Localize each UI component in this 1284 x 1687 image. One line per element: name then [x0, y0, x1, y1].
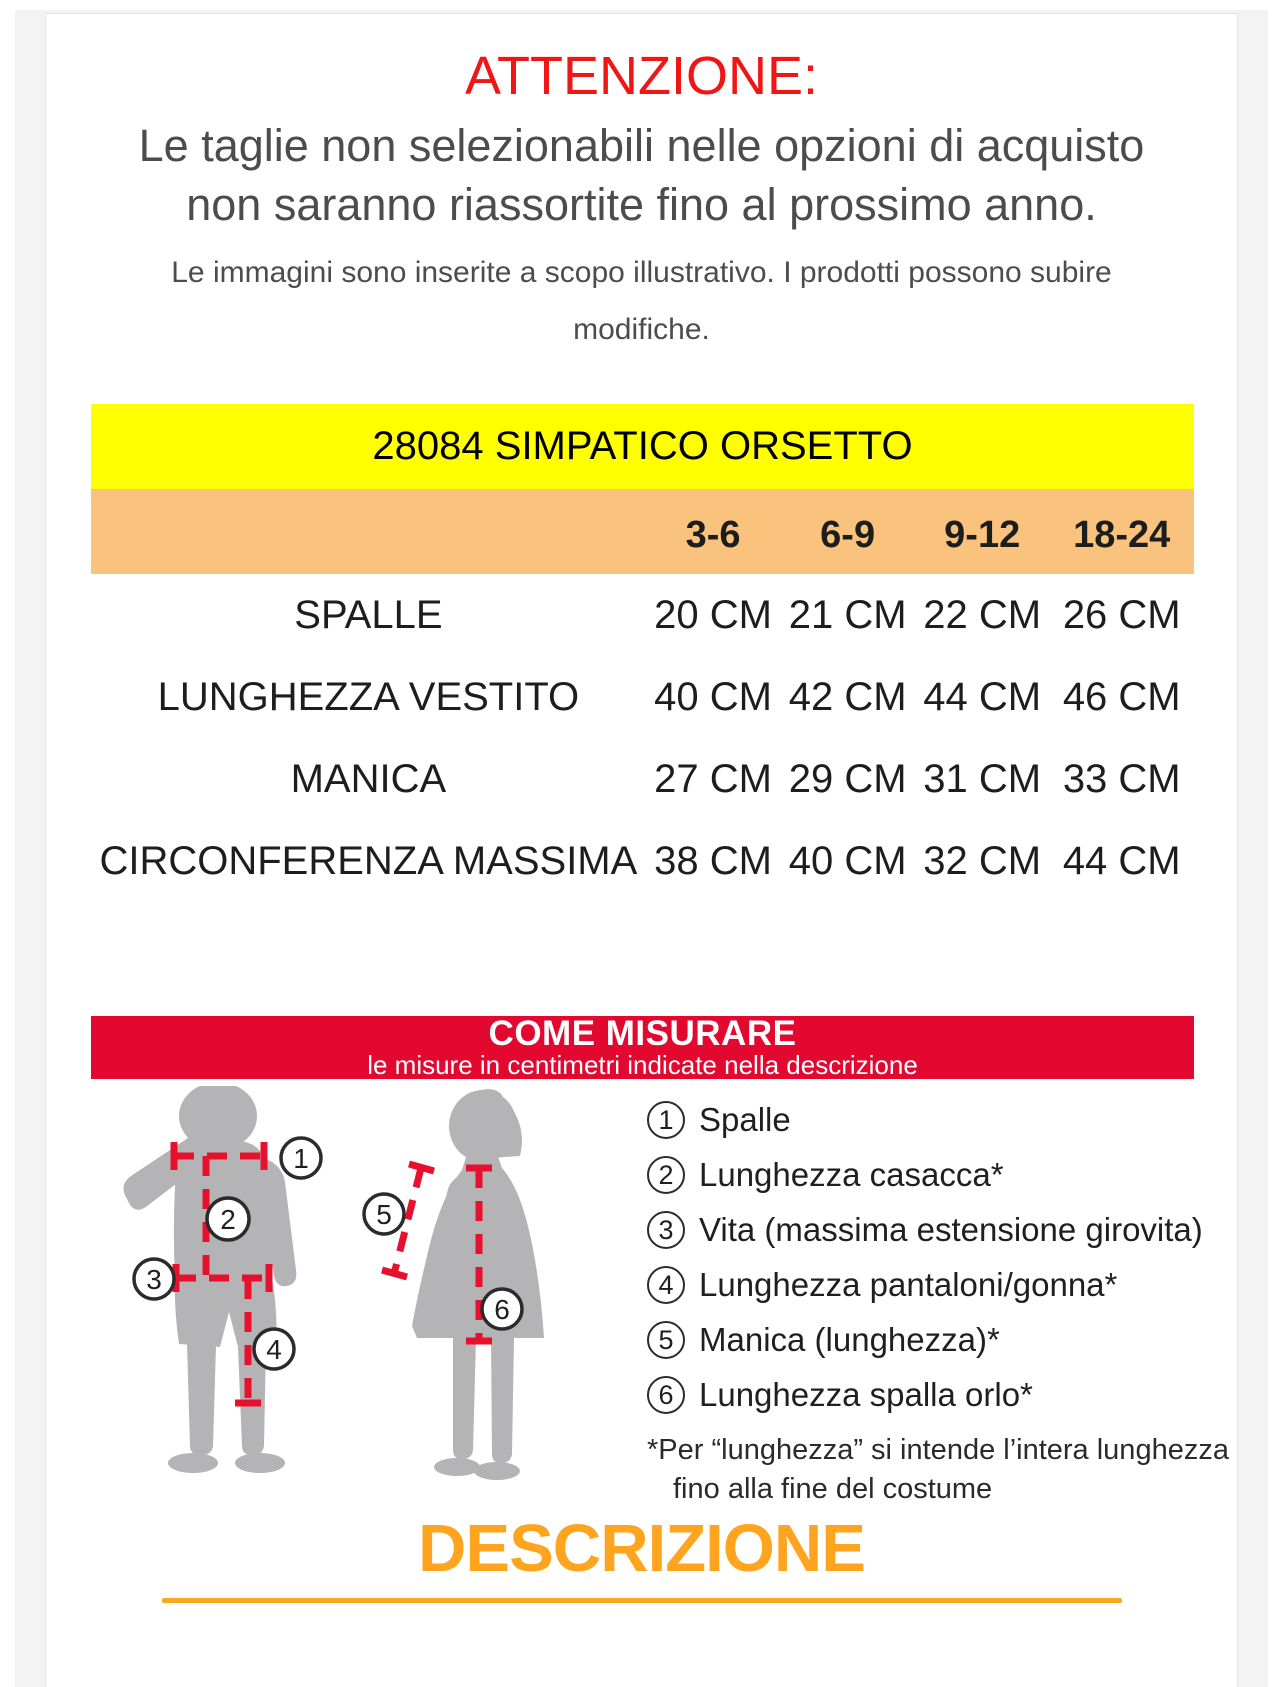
size-header-spacer: [91, 528, 646, 536]
description-divider: [162, 1598, 1122, 1603]
legend-label: Lunghezza pantaloni/gonna*: [699, 1266, 1118, 1303]
description-heading: DESCRIZIONE: [418, 1511, 865, 1586]
circled-number-icon: 1: [647, 1101, 685, 1139]
table-row: [91, 656, 1194, 738]
row-label: CIRCONFERENZA MASSIMA: [99, 838, 638, 883]
diagram-number-3: 3: [146, 1264, 162, 1295]
diagram-number-2: 2: [220, 1204, 236, 1235]
table-row: [91, 574, 1194, 656]
cell-value: 22 CM: [923, 592, 1042, 637]
row-label: LUNGHEZZA VESTITO: [157, 674, 580, 719]
children-silhouette-diagram: [91, 1086, 611, 1506]
cell-value: 26 CM: [1062, 592, 1181, 637]
cell-value: 29 CM: [788, 756, 907, 801]
circled-number-icon: 2: [647, 1156, 685, 1194]
legend-label: Spalle: [699, 1101, 791, 1138]
size-header: 6-9: [820, 514, 876, 556]
attention-text: Le taglie non selezionabili nelle opzioni di acquisto non saranno riassortite fino al prossimo anno.: [138, 120, 1145, 230]
attention-note: Le immagini sono inserite a scopo illustrativo. I prodotti possono subire modifiche.: [171, 256, 1112, 346]
cell-value: 40 CM: [654, 674, 772, 719]
legend-item: [647, 1156, 1229, 1194]
legend-label: Lunghezza spalla orlo*: [699, 1376, 1033, 1413]
diagram-number-5: 5: [376, 1199, 392, 1230]
row-label: SPALLE: [294, 592, 443, 637]
row-label: MANICA: [290, 756, 447, 801]
cell-value: 20 CM: [654, 592, 772, 637]
cell-value: 44 CM: [923, 674, 1042, 719]
measurement-footnote: [647, 1431, 1229, 1509]
diagram-number-1: 1: [293, 1143, 309, 1174]
size-header: 18-24: [1073, 514, 1171, 556]
footnote-line: fino alla fine del costume: [673, 1473, 993, 1505]
size-header-row: [91, 489, 1194, 574]
cell-value: 46 CM: [1062, 674, 1181, 719]
cell-value: 31 CM: [923, 756, 1042, 801]
diagram-number-6: 6: [494, 1294, 510, 1325]
come-misurare-title: COME MISURARE: [488, 1014, 797, 1053]
legend-item: [647, 1321, 1229, 1359]
circled-number-icon: 3: [647, 1211, 685, 1249]
legend-item: [647, 1376, 1229, 1414]
legend-label: Lunghezza casacca*: [699, 1156, 1004, 1193]
legend-item: [647, 1211, 1229, 1249]
legend-item: [647, 1101, 1229, 1139]
legend-label: Manica (lunghezza)*: [699, 1321, 1000, 1358]
cell-value: 21 CM: [788, 592, 907, 637]
come-misurare-subtitle: le misure in centimetri indicate nella descrizione: [367, 1050, 918, 1080]
table-row: [91, 820, 1194, 902]
size-table: [91, 404, 1194, 902]
measurement-legend: [647, 1101, 1229, 1509]
cell-value: 40 CM: [788, 838, 907, 883]
size-header: 9-12: [944, 514, 1021, 556]
measurement-figure: [91, 1079, 1237, 1509]
product-title-banner: 28084 SIMPATICO ORSETTO: [91, 404, 1194, 489]
size-header: 3-6: [685, 514, 741, 556]
cell-value: 27 CM: [654, 756, 772, 801]
cell-value: 32 CM: [923, 838, 1042, 883]
footnote-line: *Per “lunghezza” si intende l’intera lunghezza: [647, 1434, 1229, 1466]
cell-value: 33 CM: [1062, 756, 1181, 801]
cell-value: 42 CM: [788, 674, 907, 719]
circled-number-icon: 6: [647, 1376, 685, 1414]
circled-number-icon: 4: [647, 1266, 685, 1304]
cell-value: 38 CM: [654, 838, 772, 883]
circled-number-icon: 5: [647, 1321, 685, 1359]
content-card: [45, 13, 1238, 1687]
legend-label: Vita (massima estensione girovita): [699, 1211, 1203, 1248]
come-misurare-banner: [91, 1016, 1194, 1079]
cell-value: 44 CM: [1062, 838, 1181, 883]
diagram-number-4: 4: [266, 1334, 282, 1365]
legend-item: [647, 1266, 1229, 1304]
table-row: [91, 738, 1194, 820]
attention-heading: ATTENZIONE:: [464, 46, 818, 106]
